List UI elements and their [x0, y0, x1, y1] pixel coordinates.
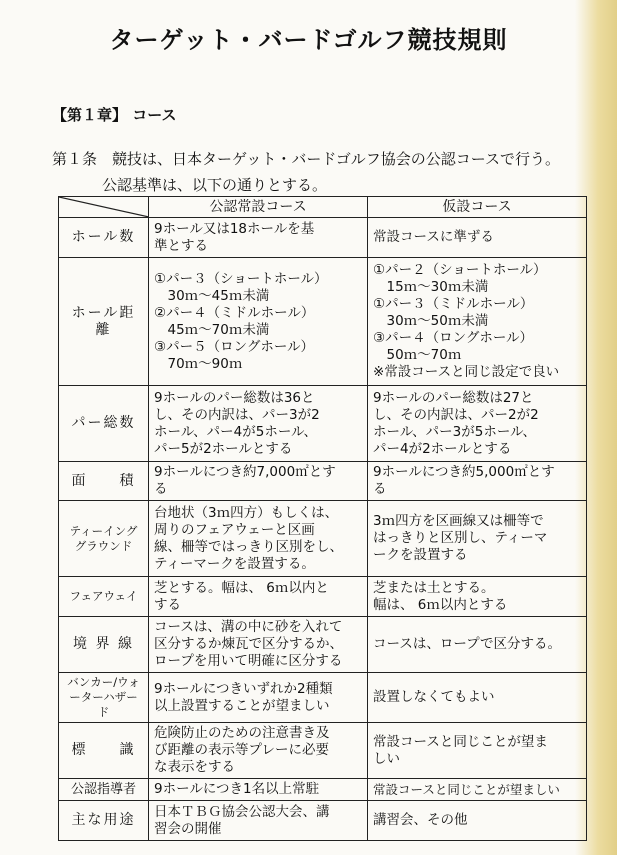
row-label: バンカー/ウォ ーターハザード	[59, 673, 149, 723]
temporary-cell: 常設コースと同じことが望ま しい	[368, 723, 587, 779]
row-label: パー総数	[59, 386, 149, 462]
temporary-cell: 9ホールにつき約5,000㎡とす る	[368, 462, 587, 501]
row-label: 主な用途	[59, 801, 149, 841]
official-cell: 危険防止のための注意書き及 び距離の表示等プレーに必要 な表示をする	[149, 723, 368, 779]
course-standards-table	[58, 196, 587, 841]
official-cell: コースは、溝の中に砂を入れて 区分するか煉瓦で区分するか、 ロープを用いて明確に区分する	[149, 617, 368, 673]
row-label: 公認指導者	[59, 779, 149, 801]
table-row	[59, 779, 587, 801]
temporary-cell: 常設コースに準ずる	[368, 218, 587, 258]
temporary-cell: 3ｍ四方を区画線又は柵等で はっきりと区別し、ティーマ ークを設置する	[368, 501, 587, 577]
corner-cell	[59, 197, 149, 218]
table-row	[59, 258, 587, 386]
article-1-text: 第１条 競技は、日本ターゲット・バードゴルフ協会の公認コースで行う。	[52, 150, 561, 168]
row-label: 標 識	[59, 723, 149, 779]
official-cell: 日本ＴＢＧ協会公認大会、講 習会の開催	[149, 801, 368, 841]
official-cell: 9ホールにつき1名以上常駐	[149, 779, 368, 801]
table-row	[59, 673, 587, 723]
table-header-row	[59, 197, 587, 218]
temporary-cell: 講習会、その他	[368, 801, 587, 841]
table-row	[59, 577, 587, 617]
official-cell: 9ホール又は18ホールを基 準とする	[149, 218, 368, 258]
temporary-cell: ①パー２（ショートホール） 15ｍ～30ｍ未満 ①パー３（ミドルホール） 30ｍ～50ｍ未満 ③パー４（ロングホール） 50ｍ～70ｍ ※常設コースと同じ設定で良い	[368, 258, 587, 386]
page-title: ターゲット・バードゴルフ競技規則	[109, 26, 508, 54]
table-row	[59, 617, 587, 673]
official-cell: 9ホールのパー総数は36と し、その内訳は、パー3が2 ホール、パー4が5ホール、 パー5が2ホールとする	[149, 386, 368, 462]
article-1-subtext: 公認基準は、以下の通りとする。	[102, 176, 328, 194]
table-row	[59, 218, 587, 258]
temporary-cell: コースは、ロープで区分する。	[368, 617, 587, 673]
row-label: 面 積	[59, 462, 149, 501]
official-cell: 台地状（3ｍ四方）もしくは、 周りのフェアウェーと区画 線、柵等ではっきり区別をし、 ティーマークを設置する。	[149, 501, 368, 577]
official-cell: 9ホールにつき約7,000㎡とす る	[149, 462, 368, 501]
row-label: ホール数	[59, 218, 149, 258]
temporary-cell: 9ホールのパー総数は27と し、その内訳は、パー2が2 ホール、パー3が5ホール、 パー4が2ホールとする	[368, 386, 587, 462]
temporary-cell: 設置しなくてもよい	[368, 673, 587, 723]
row-label: ホール距離	[59, 258, 149, 386]
official-cell: 9ホールにつきいずれか2種類 以上設置することが望ましい	[149, 673, 368, 723]
chapter-heading: 【第１章】 コース	[52, 106, 177, 124]
col-header-temporary: 仮設コース	[368, 197, 587, 218]
official-cell: 芝とする。幅は、 6ｍ以内と する	[149, 577, 368, 617]
col-header-official: 公認常設コース	[149, 197, 368, 218]
diagonal-line	[59, 197, 149, 217]
table-row	[59, 386, 587, 462]
row-label: フェアウェイ	[59, 577, 149, 617]
row-label: 境 界 線	[59, 617, 149, 673]
table-row	[59, 462, 587, 501]
official-cell: ①パー３（ショートホール） 30ｍ～45ｍ未満 ②パー４（ミドルホール） 45ｍ～70ｍ未満 ③パー５（ロングホール） 70ｍ～90ｍ	[149, 258, 368, 386]
temporary-cell: 常設コースと同じことが望ましい	[368, 779, 587, 801]
temporary-cell: 芝または土とする。 幅は、 6ｍ以内とする	[368, 577, 587, 617]
table-row	[59, 801, 587, 841]
table-row	[59, 723, 587, 779]
table-row	[59, 501, 587, 577]
row-label: ティーイング グラウンド	[59, 501, 149, 577]
